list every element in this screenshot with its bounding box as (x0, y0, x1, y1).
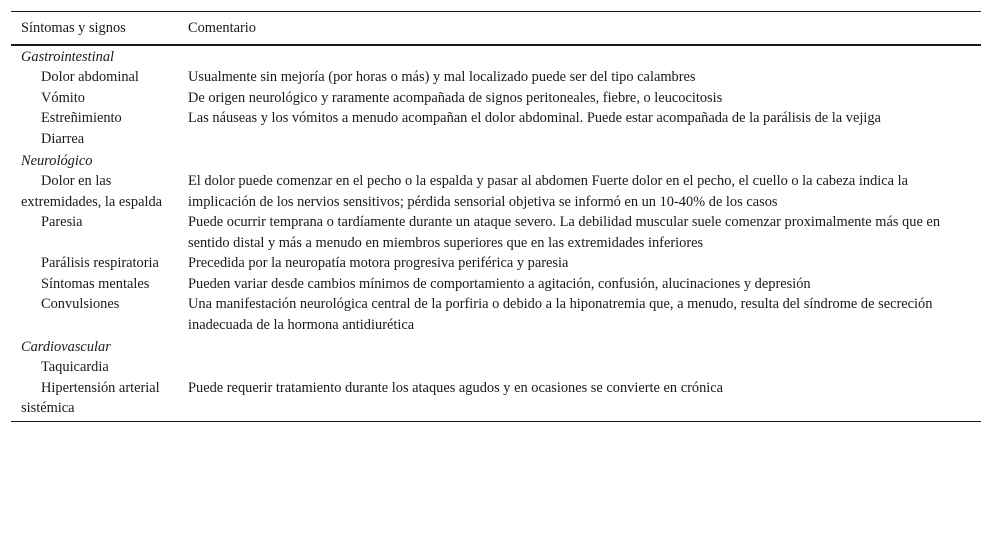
table-row (11, 274, 981, 295)
symptom-cell: Dolor abdominal (41, 69, 139, 85)
table-row (11, 171, 981, 212)
symptom-cell: Síntomas mentales (41, 275, 150, 292)
group-row-neurologico (11, 149, 981, 171)
table-row (11, 378, 981, 422)
table-row (11, 294, 981, 335)
header-comment: Comentario (178, 12, 981, 46)
table-row (11, 129, 981, 150)
comment-cell: Precedida por la neuropatía motora progresiva periférica y paresia (188, 255, 569, 271)
comment-cell: Puede ocurrir temprana o tardíamente durante un ataque severo. La debilidad muscular suele comenzar proximalmente más que en sentido distal y más a menudo en miembros superiores que en las extremidades inferiores (188, 214, 941, 251)
symptom-cell: Paresia (41, 214, 83, 230)
symptom-cell: Hipertensión arterial sistémica (21, 379, 160, 416)
header-row (11, 12, 981, 46)
comment-cell: Pueden variar desde cambios mínimos de comportamiento a agitación, confusión, alucinaciones y depresión (188, 275, 811, 292)
comment-cell: El dolor puede comenzar en el pecho o la espalda y pasar al abdomen Fuerte dolor en el pecho, el cuello o la cabeza indica la implicación de los nervios sensitivos; pérdida sensorial objetiva se informó en un 10-40% de los casos (188, 173, 909, 210)
group-heading: Cardiovascular (21, 339, 111, 355)
table-row (11, 88, 981, 109)
comment-cell: Puede requerir tratamiento durante los ataques agudos y en ocasiones se convierte en crónica (188, 379, 724, 396)
table-row (11, 212, 981, 253)
table-body (11, 45, 981, 421)
comment-cell: De origen neurológico y raramente acompañada de signos peritoneales, fiebre, o leucocitosis (188, 89, 723, 106)
comment-cell: Las náuseas y los vómitos a menudo acompañan el dolor abdominal. Puede estar acompañada de la parálisis de la vejiga (188, 110, 881, 126)
comment-cell: Una manifestación neurológica central de la porfiria o debido a la hiponatremia que, a menudo, resulta del síndrome de secreción inadecuada de la hormona antidiurética (188, 296, 933, 333)
table-row (11, 357, 981, 378)
symptom-cell: Diarrea (41, 130, 85, 147)
symptoms-table-container (11, 11, 981, 422)
table-row (11, 253, 981, 274)
symptom-cell: Estreñimiento (41, 110, 122, 126)
group-heading: Gastrointestinal (21, 49, 115, 65)
symptoms-table (11, 11, 981, 422)
group-row-gastrointestinal (11, 45, 981, 67)
comment-cell (178, 129, 981, 150)
symptom-cell: Parálisis respiratoria (41, 255, 159, 271)
symptom-cell: Dolor en las extremidades, la espalda (21, 173, 163, 210)
group-heading: Neurológico (21, 153, 93, 169)
symptom-cell: Taquicardia (41, 359, 109, 375)
comment-cell: Usualmente sin mejoría (por horas o más) y mal localizado puede ser del tipo calambres (188, 69, 696, 85)
header-symptoms: Síntomas y signos (11, 12, 178, 46)
symptom-cell: Vómito (41, 89, 85, 106)
table-header (11, 12, 981, 46)
symptom-cell: Convulsiones (41, 296, 120, 312)
comment-cell (178, 357, 981, 378)
table-row (11, 67, 981, 88)
group-row-cardiovascular (11, 335, 981, 357)
table-row (11, 108, 981, 129)
